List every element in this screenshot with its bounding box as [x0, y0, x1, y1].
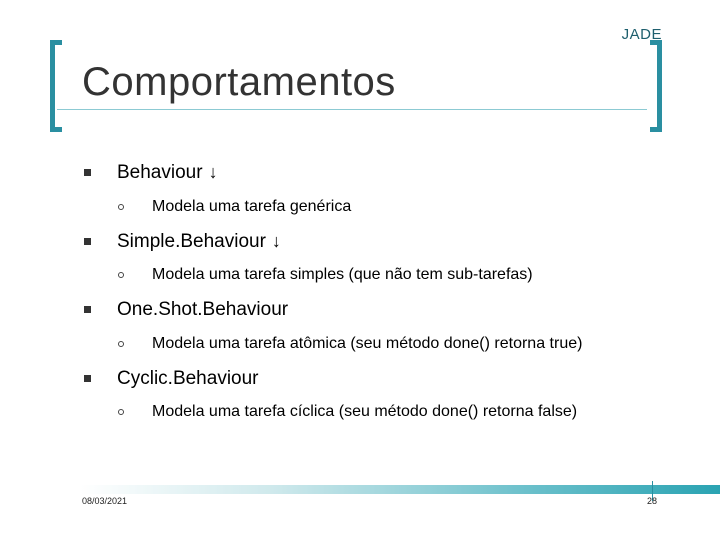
- arrow-down-icon: ↓: [208, 162, 218, 182]
- sub-bullet-cyclic-behaviour: Modela uma tarefa cíclica (seu método done() retorna false): [152, 403, 578, 420]
- bullet-square-icon: [84, 375, 91, 382]
- bullet-label: Simple.Behaviour: [117, 231, 266, 252]
- bullet-square-icon: [84, 306, 91, 313]
- sub-bullet-simple-behaviour: Modela uma tarefa simples (que não tem sub-tarefas): [152, 266, 533, 283]
- slide-title: Comportamentos: [82, 60, 396, 104]
- page-number: 28: [647, 496, 658, 506]
- circle-bullet-icon: [118, 272, 124, 278]
- header-label: JADE: [621, 26, 662, 43]
- bullet-label: Behaviour: [117, 162, 203, 183]
- bullet-label: One.Shot.Behaviour: [117, 299, 289, 320]
- bullet-item-simple-behaviour: [117, 231, 281, 253]
- bullet-label: Cyclic.Behaviour: [117, 368, 259, 389]
- arrow-down-icon: ↓: [271, 231, 281, 251]
- circle-bullet-icon: [118, 204, 124, 210]
- circle-bullet-icon: [118, 409, 124, 415]
- circle-bullet-icon: [118, 341, 124, 347]
- bullet-item-behaviour: [117, 162, 218, 184]
- sub-bullet-one-shot-behaviour: Modela uma tarefa atômica (seu método done() retorna true): [152, 335, 583, 352]
- footer-date: 08/03/2021: [82, 496, 128, 506]
- bullet-item-one-shot-behaviour: [117, 299, 288, 321]
- sub-bullet-behaviour: Modela uma tarefa genérica: [152, 198, 352, 215]
- bullet-item-cyclic-behaviour: [117, 368, 259, 390]
- bullet-square-icon: [84, 169, 91, 176]
- bullet-square-icon: [84, 238, 91, 245]
- footer-bar: [80, 485, 720, 494]
